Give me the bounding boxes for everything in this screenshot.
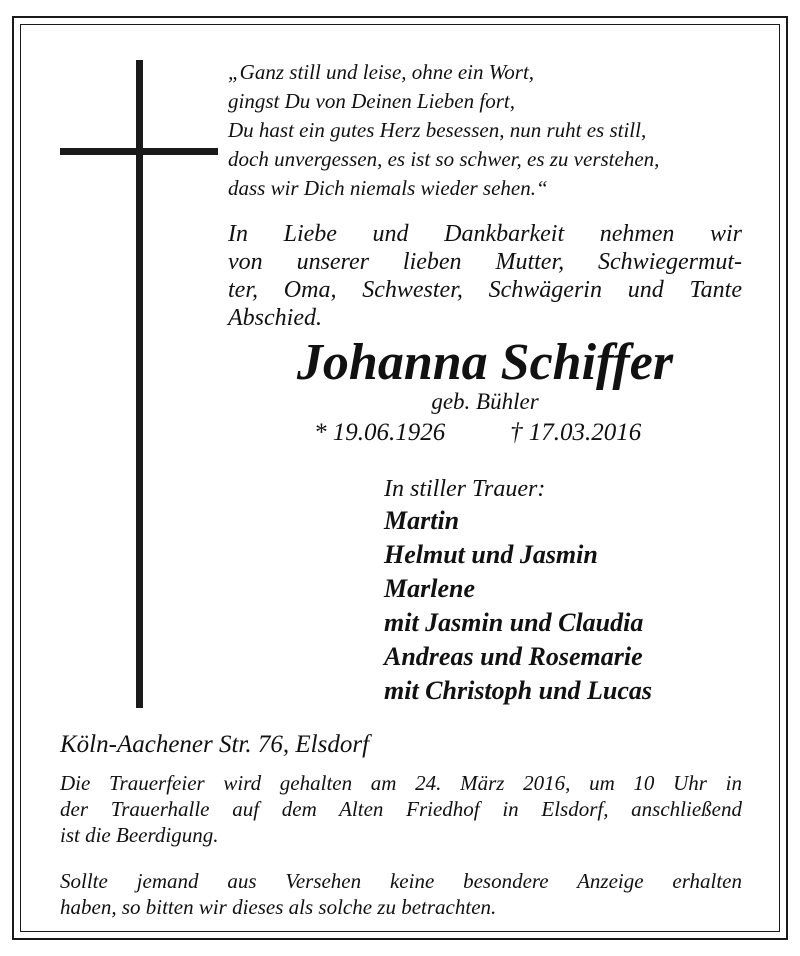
intro-text	[228, 220, 742, 332]
mourners-list	[384, 474, 744, 708]
poem-line: gingst Du von Deinen Lieben fort,	[228, 89, 515, 113]
intro-line: von unserer lieben Mutter, Schwiegermut-	[228, 249, 742, 275]
mourner-name: mit Jasmin und Claudia	[384, 608, 644, 637]
poem-line: doch unvergessen, es ist so schwer, es zu verstehen,	[228, 147, 660, 171]
funeral-line: der Trauerhalle auf dem Alten Friedhof in Elsdorf, anschließend	[60, 797, 742, 821]
mourner-name: Marlene	[384, 574, 475, 603]
intro-line: In Liebe und Dankbarkeit nehmen wir	[228, 221, 742, 247]
maiden-name: geb. Bühler	[431, 389, 539, 414]
birth-date: * 19.06.1926	[314, 419, 446, 446]
intro-line: ter, Oma, Schwester, Schwägerin und Tante	[228, 277, 742, 303]
cross-horizontal-beam	[60, 148, 218, 155]
cross-vertical-beam	[136, 60, 143, 708]
notice-info	[60, 868, 742, 920]
mourner-name: mit Christoph und Lucas	[384, 676, 653, 705]
notice-line: Sollte jemand aus Versehen keine besondere Anzeige erhalten	[60, 869, 742, 893]
mourner-name: Andreas und Rosemarie	[384, 642, 643, 671]
mourner-name: Helmut und Jasmin	[384, 540, 598, 569]
notice-line: haben, so bitten wir dieses als solche zu betrachten.	[60, 895, 497, 919]
funeral-line: Die Trauerfeier wird gehalten am 24. März 2016, um 10 Uhr in	[60, 771, 742, 795]
poem-line: dass wir Dich niemals wieder sehen.“	[228, 176, 548, 200]
mourning-lead: In stiller Trauer:	[384, 476, 546, 502]
funeral-line: ist die Beerdigung.	[60, 823, 219, 847]
mourner-name: Martin	[384, 506, 460, 535]
poem	[228, 58, 748, 203]
address: Köln-Aachener Str. 76, Elsdorf	[60, 731, 370, 758]
death-date: † 17.03.2016	[510, 419, 642, 446]
deceased-name: Johanna Schiffer	[296, 334, 674, 391]
poem-line: Du hast ein gutes Herz besessen, nun ruht es still,	[228, 118, 647, 142]
poem-line: „Ganz still und leise, ohne ein Wort,	[228, 60, 535, 84]
funeral-info	[60, 770, 742, 848]
intro-line: Abschied.	[228, 305, 322, 331]
